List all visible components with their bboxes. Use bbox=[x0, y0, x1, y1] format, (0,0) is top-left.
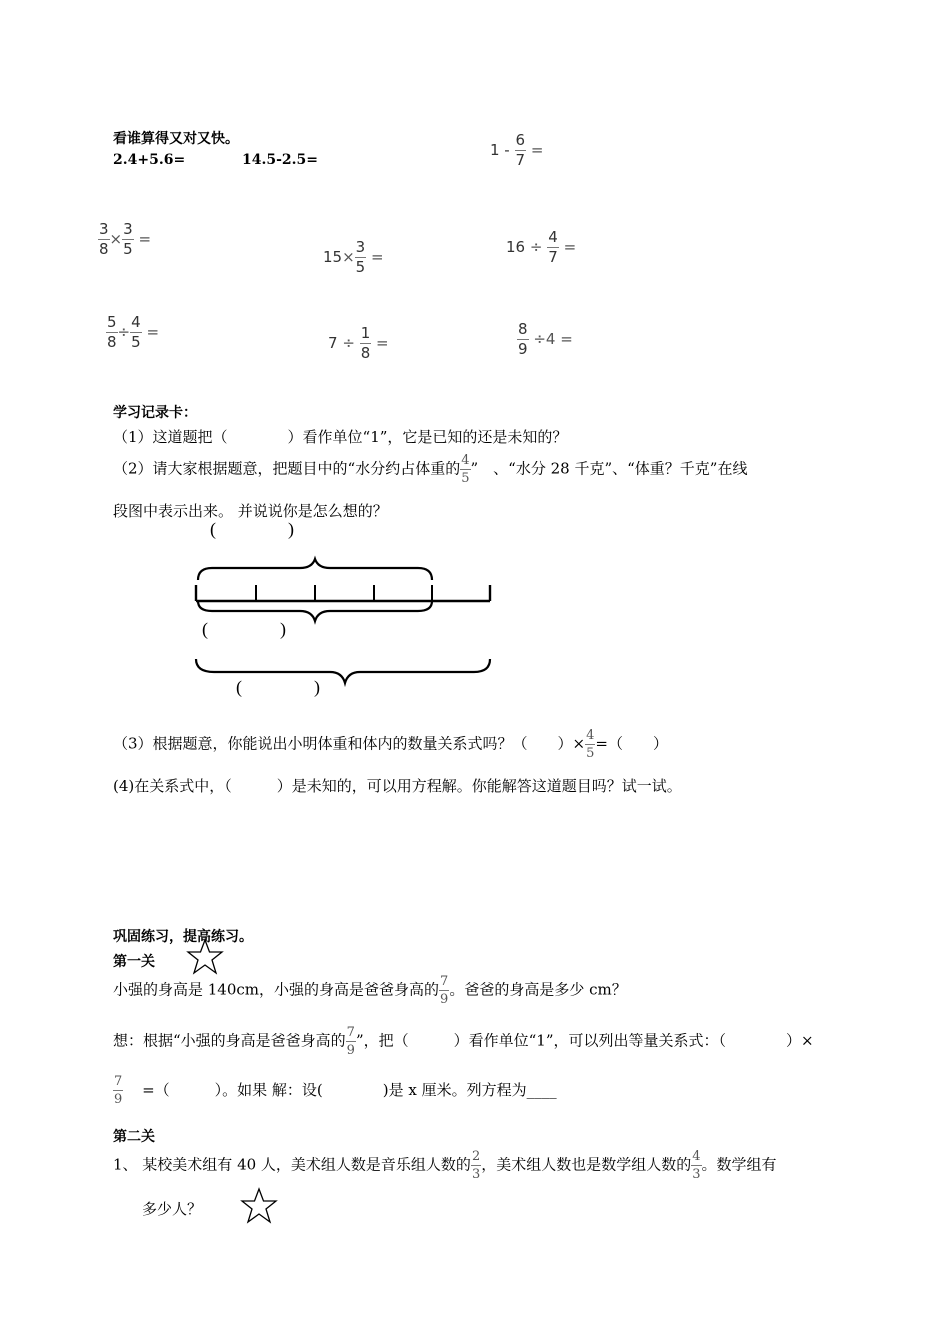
star-icon bbox=[240, 1187, 278, 1225]
question-2: （2）请大家根据题意，把题目中的“水分约占体重的 $\frac{4}{5}$ ” 、“水分 28 千克”、“体重？千克”在线 bbox=[113, 453, 748, 486]
problem-3 bbox=[490, 133, 543, 168]
level-2-label: 第二关 bbox=[113, 1129, 155, 1145]
section-title-calc: 看谁算得又对又快。 bbox=[113, 131, 239, 147]
section-title-record-card: 学习记录卡： bbox=[113, 405, 197, 421]
level-1-problem: 小强的身高是 140cm，小强的身高是爸爸身高的 $\frac{7}{9}$ 。爸爸的身高是多少 cm？ bbox=[113, 974, 627, 1007]
problem-8: 7 ÷ $\frac{1}{8}$ = bbox=[328, 324, 389, 362]
section-title-practice: 巩固练习，提高练习。 bbox=[113, 929, 253, 945]
level-2-fraction-1: $\frac{2}{3}$ bbox=[471, 1149, 481, 1182]
times-symbol: × bbox=[109, 230, 123, 248]
level-2-fraction-2: $\frac{4}{3}$ bbox=[692, 1149, 701, 1182]
problem-3-lead: 1 - bbox=[490, 141, 510, 159]
problem-3-fraction: $\frac{6}{7}$ bbox=[515, 131, 526, 169]
think-line: 想：根据“小强的身高是爸爸身高的 $\frac{7}{9}$ ”，把（ ）看作单位“1”，可以列出等量关系式：（ ）× bbox=[113, 1025, 814, 1058]
middle-brace bbox=[198, 601, 432, 621]
equation-line: $\frac{7}{9}$ =（ ）。如果 解：设( )是 x 厘米。列方程为____ bbox=[114, 1074, 557, 1107]
bottom-paren: ( ) bbox=[236, 677, 320, 697]
question-4: (4)在关系式中，（ ）是未知的，可以用方程解。你能解答这道题目吗？试一试。 bbox=[113, 777, 682, 795]
problem-7: $\frac{5}{8}$ ÷ $\frac{4}{5}$ = bbox=[107, 313, 160, 351]
line-segment-diagram bbox=[190, 515, 510, 700]
problem-1: 2.4+5.6= bbox=[113, 152, 186, 168]
equation-fraction: $\frac{7}{9}$ bbox=[114, 1074, 123, 1107]
top-paren: ( ) bbox=[210, 519, 294, 539]
top-brace bbox=[198, 559, 432, 580]
question-2-fraction: $\frac{4}{5}$ bbox=[461, 453, 470, 486]
problem-6: 16 ÷ $\frac{4}{7}$ = bbox=[506, 228, 577, 266]
problem-4: $\frac{3}{8}$ × $\frac{3}{5}$ = bbox=[99, 220, 152, 258]
middle-paren: ( ) bbox=[202, 619, 286, 639]
problem-3-eq: = bbox=[530, 141, 544, 159]
question-3-fraction: $\frac{4}{5}$ bbox=[586, 728, 595, 761]
level-2-problem-cont: 多少人？ bbox=[142, 1200, 203, 1218]
problem-9: $\frac{8}{9}$ ÷4 = bbox=[518, 320, 573, 358]
problem-5: 15× $\frac{3}{5}$ = bbox=[323, 238, 384, 276]
problem-2: 14.5-2.5= bbox=[242, 152, 318, 168]
question-1: （1）这道题把（ ）看作单位“1”，它是已知的还是未知的？ bbox=[113, 428, 568, 446]
question-3: （3）根据题意，你能说出小明体重和体内的数量关系式吗？（ ）× $\frac{4}{5}$ =（ ） bbox=[113, 728, 668, 761]
star-icon bbox=[186, 938, 224, 976]
level-1-label: 第一关 bbox=[113, 954, 155, 970]
question-2-cont: 段图中表示出来。 并说说你是怎么想的？ bbox=[113, 502, 388, 520]
think-fraction: $\frac{7}{9}$ bbox=[346, 1025, 355, 1058]
level-2-problem: 1、 某校美术组有 40 人，美术组人数是音乐组人数的 $\frac{2}{3}$ ，美术组人数也是数学组人数的 $\frac{4}{3}$ 。数学组有 bbox=[113, 1149, 777, 1182]
level-1-fraction: $\frac{7}{9}$ bbox=[440, 974, 449, 1007]
